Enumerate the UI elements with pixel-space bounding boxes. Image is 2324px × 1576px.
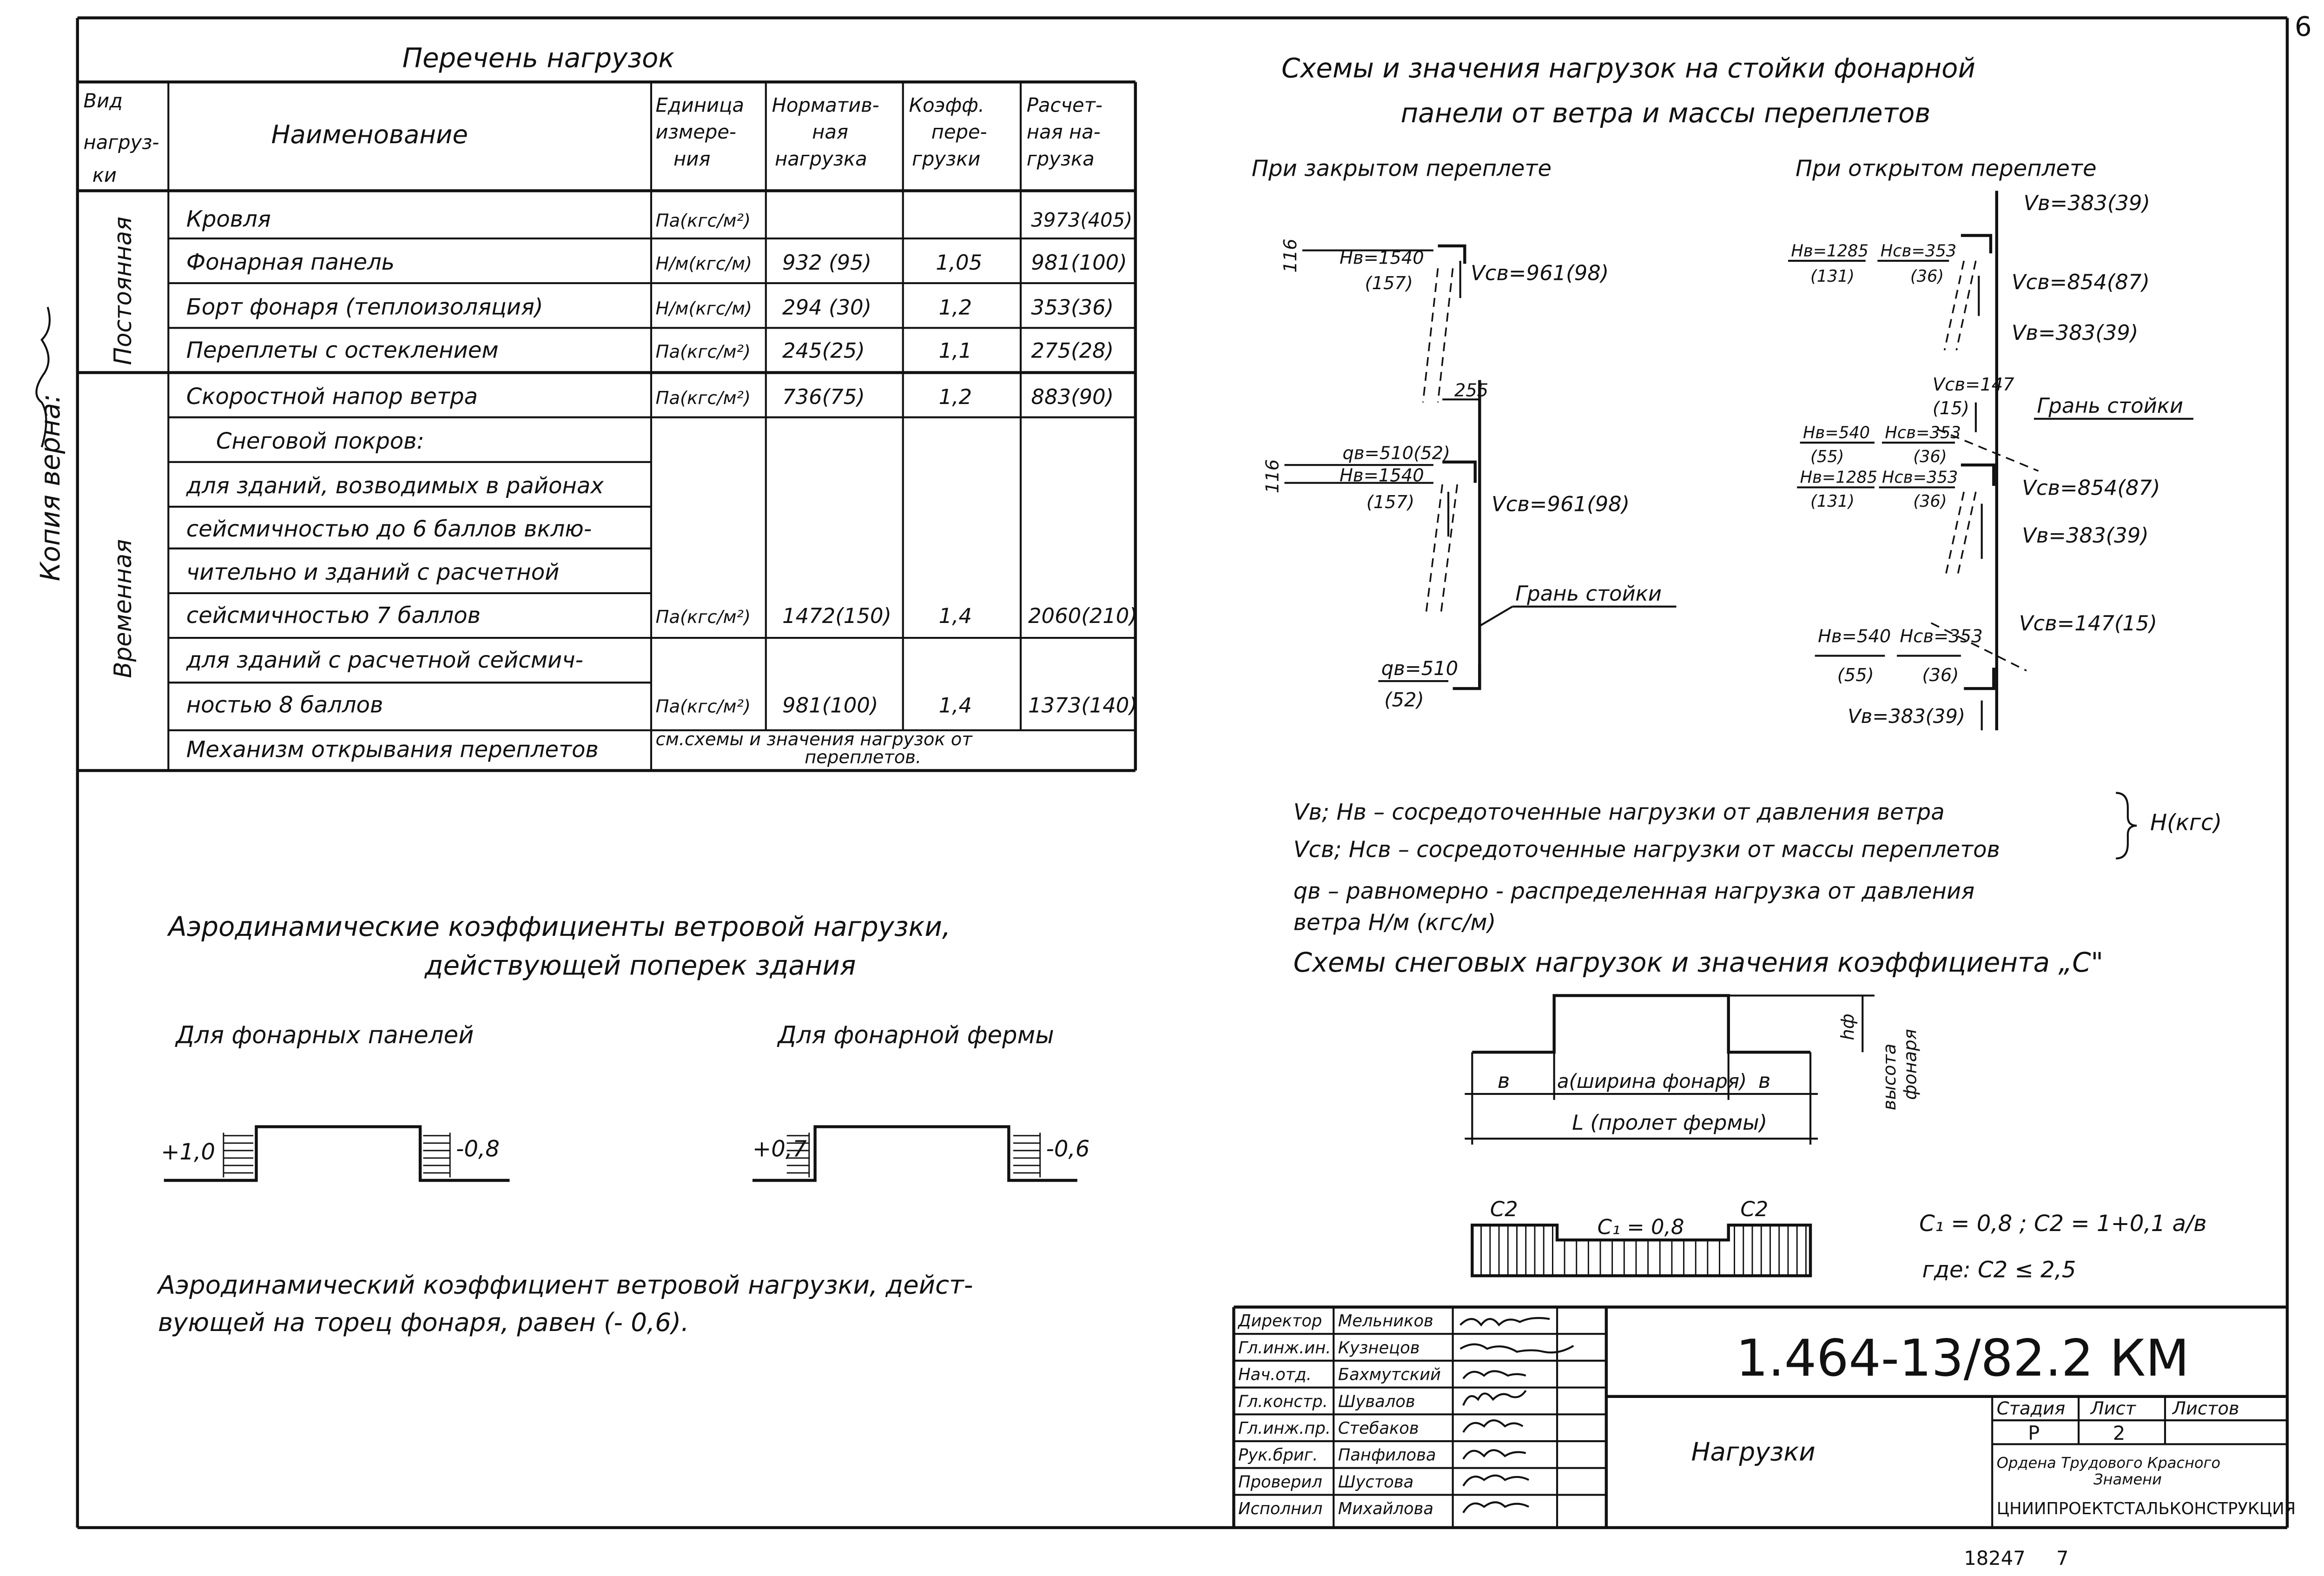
snow-schemes bbox=[1294, 947, 2207, 1283]
mechanism-note-1: см.схемы и значения нагрузок от bbox=[655, 728, 972, 750]
row-board-normative: 294 (30) bbox=[782, 295, 872, 320]
legend-line-2: Vсв; Нсв – сосредоточенные нагрузки от массы переплетов bbox=[1293, 836, 2000, 863]
snow-height-label-1: высота bbox=[1879, 1043, 1900, 1111]
snow-b-right: в bbox=[1758, 1068, 1771, 1093]
row-sash-normative: 245(25) bbox=[782, 338, 865, 363]
sheet-number: 6 bbox=[2294, 10, 2312, 42]
wind-schemes bbox=[1252, 53, 2222, 936]
snow-coef-2: 1,4 bbox=[938, 693, 972, 718]
mechanism-name: Механизм открывания переплетов bbox=[186, 736, 599, 763]
aero-truss-left: +0,7 bbox=[752, 1136, 807, 1162]
snow-b-left: в bbox=[1497, 1068, 1510, 1093]
row-sash-design: 275(28) bbox=[1031, 338, 1114, 363]
aero-panel-left: +1,0 bbox=[161, 1139, 215, 1165]
hdr-kind-2: нагруз- bbox=[83, 131, 159, 154]
snow-height-label-2: фонаря bbox=[1900, 1029, 1921, 1100]
row-sash-unit: Па(кгс/м²) bbox=[655, 341, 751, 363]
staff-name-7: Шустова bbox=[1338, 1472, 1414, 1492]
hdr-norm-1: Норматив- bbox=[772, 93, 879, 117]
row-roof-name: Кровля bbox=[186, 206, 271, 232]
snow-normative-1: 1472(150) bbox=[782, 603, 891, 629]
closed-hv-mid-kgs: (157) bbox=[1366, 492, 1415, 513]
row-wind-unit: Па(кгс/м²) bbox=[655, 387, 751, 409]
closed-edge: Грань стойки bbox=[1515, 581, 1662, 606]
org-line-3: ЦНИИПРОЕКТСТАЛЬКОНСТРУКЦИЯ bbox=[1996, 1499, 2296, 1519]
loads-table-title: Перечень нагрузок bbox=[402, 42, 675, 74]
row-sash-coef: 1,1 bbox=[938, 338, 972, 363]
row-panel-design: 981(100) bbox=[1031, 250, 1127, 275]
staff-name-4: Шувалов bbox=[1338, 1392, 1415, 1411]
legend-line-1: Vв; Нв – сосредоточенные нагрузки от давления ветра bbox=[1293, 799, 1945, 826]
open-hcv-2-kgs: (36) bbox=[1913, 447, 1947, 466]
hdr-kind-1: Вид bbox=[83, 89, 123, 112]
staff-role-3: Нач.отд. bbox=[1238, 1365, 1312, 1384]
hdr-name: Наименование bbox=[271, 119, 468, 149]
closed-hv-top: Нв=1540 bbox=[1340, 247, 1424, 269]
open-vcv-4: Vсв=147(15) bbox=[2019, 611, 2158, 636]
legend-line-4: ветра Н/м (кгс/м) bbox=[1293, 909, 1496, 936]
open-hv-1-kgs: (131) bbox=[1810, 266, 1855, 286]
row-wind-name: Скоростной напор ветра bbox=[186, 383, 478, 410]
hdr-kind-3: ки bbox=[92, 164, 117, 187]
open-hv-3-kgs: (131) bbox=[1810, 491, 1855, 511]
snow-line-1: для зданий, возводимых в районах bbox=[186, 473, 604, 499]
snow-condition: где: С2 ≤ 2,5 bbox=[1922, 1257, 2076, 1283]
open-hv-2: Нв=540 bbox=[1803, 423, 1870, 443]
open-vv-4: Vв=383(39) bbox=[1848, 704, 1966, 728]
closed-vcv-top: Vсв=961(98) bbox=[1471, 260, 1609, 285]
row-wind-normative: 736(75) bbox=[782, 384, 865, 409]
aero-truss-label: Для фонарной фермы bbox=[778, 1021, 1054, 1050]
staff-name-1: Мельников bbox=[1338, 1311, 1433, 1331]
staff-role-7: Проверил bbox=[1238, 1472, 1322, 1492]
snow-line-2: сейсмичностью до 6 баллов вклю- bbox=[186, 516, 592, 543]
row-wind-design: 883(90) bbox=[1031, 384, 1114, 409]
snow-normative-2: 981(100) bbox=[782, 693, 878, 718]
group-permanent: Постоянная bbox=[109, 216, 138, 365]
open-vv-2: Vв=383(39) bbox=[2011, 320, 2139, 345]
open-hcv-1: Нсв=353 bbox=[1880, 241, 1957, 261]
wind-title-2: панели от ветра и массы переплетов bbox=[1400, 97, 1931, 129]
sheet-value: 2 bbox=[2113, 1421, 2126, 1444]
sheets-label: Листов bbox=[2172, 1398, 2239, 1419]
staff-name-2: Кузнецов bbox=[1338, 1338, 1420, 1357]
aero-panel-right: -0,8 bbox=[456, 1136, 500, 1162]
hdr-norm-2: ная bbox=[812, 120, 848, 144]
open-vcv-2: Vсв=147 bbox=[1932, 374, 2014, 395]
snow-span: L (пролет фермы) bbox=[1572, 1110, 1768, 1135]
row-board-name: Борт фонаря (теплоизоляция) bbox=[186, 294, 543, 320]
closed-label: При закрытом переплете bbox=[1251, 155, 1552, 182]
staff-name-8: Михайлова bbox=[1338, 1499, 1433, 1519]
closed-dim-116-b: 116 bbox=[1262, 459, 1283, 494]
staff-role-2: Гл.инж.ин. bbox=[1238, 1338, 1331, 1357]
snow-c2-left: С2 bbox=[1490, 1196, 1518, 1221]
snow-unit-2: Па(кгс/м²) bbox=[655, 696, 751, 717]
closed-dim-255: 255 bbox=[1454, 380, 1489, 401]
mechanism-note-2: переплетов. bbox=[805, 747, 922, 768]
snow-unit-1: Па(кгс/м²) bbox=[655, 607, 751, 628]
open-edge: Грань стойки bbox=[2037, 393, 2184, 418]
staff-name-6: Панфилова bbox=[1338, 1445, 1436, 1465]
row-board-design: 353(36) bbox=[1031, 295, 1114, 320]
doc-title: Нагрузки bbox=[1691, 1437, 1816, 1467]
drawing-code: 1.464-13/82.2 КМ bbox=[1736, 1328, 2190, 1388]
open-vcv-3: Vсв=854(87) bbox=[2022, 475, 2160, 500]
staff-role-4: Гл.констр. bbox=[1238, 1392, 1328, 1411]
snow-title: Схемы снеговых нагрузок и значения коэффициента „С" bbox=[1293, 947, 2104, 979]
row-wind-coef: 1,2 bbox=[938, 384, 972, 409]
closed-qv-bot: qв=510 bbox=[1381, 657, 1459, 680]
aero-end-note-1: Аэродинамический коэффициент ветровой нагрузки, дейст- bbox=[158, 1270, 973, 1300]
closed-vcv-mid: Vсв=961(98) bbox=[1492, 491, 1630, 517]
open-hcv-3-kgs: (36) bbox=[1913, 491, 1947, 511]
staff-role-5: Гл.инж.пр. bbox=[1238, 1418, 1331, 1438]
snow-heading: Снеговой покров: bbox=[216, 428, 424, 454]
open-hv-4: Нв=540 bbox=[1818, 626, 1891, 647]
open-hv-4-kgs: (55) bbox=[1837, 665, 1874, 686]
legend-line-3: qв – равномерно - распределенная нагрузка от давления bbox=[1293, 878, 1975, 905]
open-hcv-4-kgs: (36) bbox=[1922, 665, 1959, 686]
open-hcv-1-kgs: (36) bbox=[1910, 266, 1944, 286]
closed-dim-116-a: 116 bbox=[1280, 238, 1301, 273]
open-vv-3: Vв=383(39) bbox=[2022, 523, 2149, 548]
open-hv-1: Нв=1285 bbox=[1791, 241, 1868, 261]
row-sash-name: Переплеты с остеклением bbox=[186, 337, 499, 364]
staff-role-1: Директор bbox=[1238, 1311, 1322, 1331]
wind-title-1: Схемы и значения нагрузок на стойки фонарной bbox=[1281, 52, 1975, 84]
hdr-coef-2: пере- bbox=[931, 120, 987, 144]
closed-sash-scheme bbox=[1262, 238, 1677, 711]
org-line-2: Знамени bbox=[2093, 1470, 2162, 1488]
snow-line-5: для зданий с расчетной сейсмич- bbox=[186, 647, 583, 674]
stage-value: Р bbox=[2028, 1421, 2040, 1444]
closed-qv-bot-kgs: (52) bbox=[1384, 688, 1424, 711]
footer-number: 18247 bbox=[1964, 1547, 2026, 1570]
footer-page: 7 bbox=[2056, 1547, 2069, 1570]
row-panel-name: Фонарная панель bbox=[186, 249, 395, 276]
row-roof-unit: Па(кгс/м²) bbox=[655, 210, 751, 232]
row-roof-design: 3973(405) bbox=[1031, 208, 1133, 232]
org-line-1: Ордена Трудового Красного bbox=[1996, 1454, 2221, 1472]
open-sash-scheme bbox=[1788, 191, 2193, 730]
row-board-unit: Н/м(кгс/м) bbox=[655, 298, 752, 319]
legend-unit: Н(кгс) bbox=[2150, 809, 2222, 836]
snow-coef-1: 1,4 bbox=[938, 603, 972, 629]
hdr-unit-1: Единица bbox=[655, 93, 744, 117]
staff-name-3: Бахмутский bbox=[1338, 1365, 1441, 1384]
open-hcv-4: Нсв=353 bbox=[1900, 626, 1983, 647]
hdr-norm-3: нагрузка bbox=[775, 147, 867, 170]
open-hv-3: Нв=1285 bbox=[1800, 468, 1878, 487]
snow-a-label: а(ширина фонаря) bbox=[1557, 1070, 1747, 1093]
snow-formula: С₁ = 0,8 ; С2 = 1+0,1 а/в bbox=[1919, 1210, 2207, 1237]
loads-table bbox=[78, 42, 1137, 770]
title-block bbox=[1234, 1307, 2296, 1527]
open-vcv-1: Vсв=854(87) bbox=[2011, 269, 2150, 294]
open-hcv-2: Нсв=353 bbox=[1885, 423, 1961, 443]
open-hcv-3: Нсв=353 bbox=[1882, 468, 1958, 487]
staff-name-5: Стебаков bbox=[1338, 1418, 1419, 1438]
row-board-coef: 1,2 bbox=[938, 295, 972, 320]
aero-truss-hatch bbox=[787, 1132, 1040, 1177]
staff-role-8: Исполнил bbox=[1238, 1499, 1323, 1519]
closed-hv-top-kgs: (157) bbox=[1365, 272, 1413, 294]
row-panel-normative: 932 (95) bbox=[782, 250, 872, 275]
group-temporary: Временная bbox=[109, 539, 138, 678]
open-hv-2-kgs: (55) bbox=[1810, 447, 1844, 466]
hdr-unit-2: измере- bbox=[655, 120, 736, 144]
open-label: При открытом переплете bbox=[1795, 155, 2097, 182]
row-panel-unit: Н/м(кгс/м) bbox=[655, 253, 752, 275]
hdr-coef-3: грузки bbox=[911, 147, 981, 170]
closed-qv-mid: qв=510(52) bbox=[1342, 443, 1451, 464]
stage-label: Стадия bbox=[1996, 1398, 2066, 1419]
aero-title-1: Аэродинамические коэффициенты ветровой нагрузки, bbox=[168, 911, 951, 943]
hdr-design-3: грузка bbox=[1026, 147, 1095, 170]
hdr-unit-3: ния bbox=[673, 147, 711, 170]
snow-design-2: 1373(140) bbox=[1028, 693, 1137, 718]
aero-title-2: действующей поперек здания bbox=[424, 949, 856, 981]
aero-section bbox=[157, 911, 1089, 1337]
snow-hf: hф bbox=[1837, 1013, 1859, 1040]
sheet-label: Лист bbox=[2090, 1398, 2136, 1419]
snow-c1: С₁ = 0,8 bbox=[1597, 1214, 1684, 1239]
copy-note: Копия верна: bbox=[34, 394, 66, 582]
snow-line-4: сейсмичностью 7 баллов bbox=[186, 603, 481, 629]
aero-truss-right: -0,6 bbox=[1046, 1136, 1090, 1162]
closed-hv-mid: Нв=1540 bbox=[1340, 465, 1424, 486]
snow-design-1: 2060(210) bbox=[1028, 603, 1137, 629]
open-vv-1: Vв=383(39) bbox=[2023, 191, 2150, 216]
staff-role-6: Рук.бриг. bbox=[1238, 1445, 1318, 1465]
hdr-coef-1: Коэфф. bbox=[909, 93, 984, 117]
open-vcv-2-kgs: (15) bbox=[1932, 398, 1969, 419]
snow-c2-right: С2 bbox=[1740, 1196, 1769, 1221]
hdr-design-1: Расчет- bbox=[1026, 93, 1103, 117]
aero-end-note-2: вующей на торец фонаря, равен (- 0,6). bbox=[158, 1307, 689, 1337]
snow-line-3: чительно и зданий с расчетной bbox=[186, 559, 560, 586]
hdr-design-2: ная на- bbox=[1026, 120, 1101, 144]
aero-panels-label: Для фонарных панелей bbox=[176, 1021, 474, 1050]
snow-line-6: ностью 8 баллов bbox=[186, 692, 383, 718]
row-panel-coef: 1,05 bbox=[936, 250, 983, 275]
